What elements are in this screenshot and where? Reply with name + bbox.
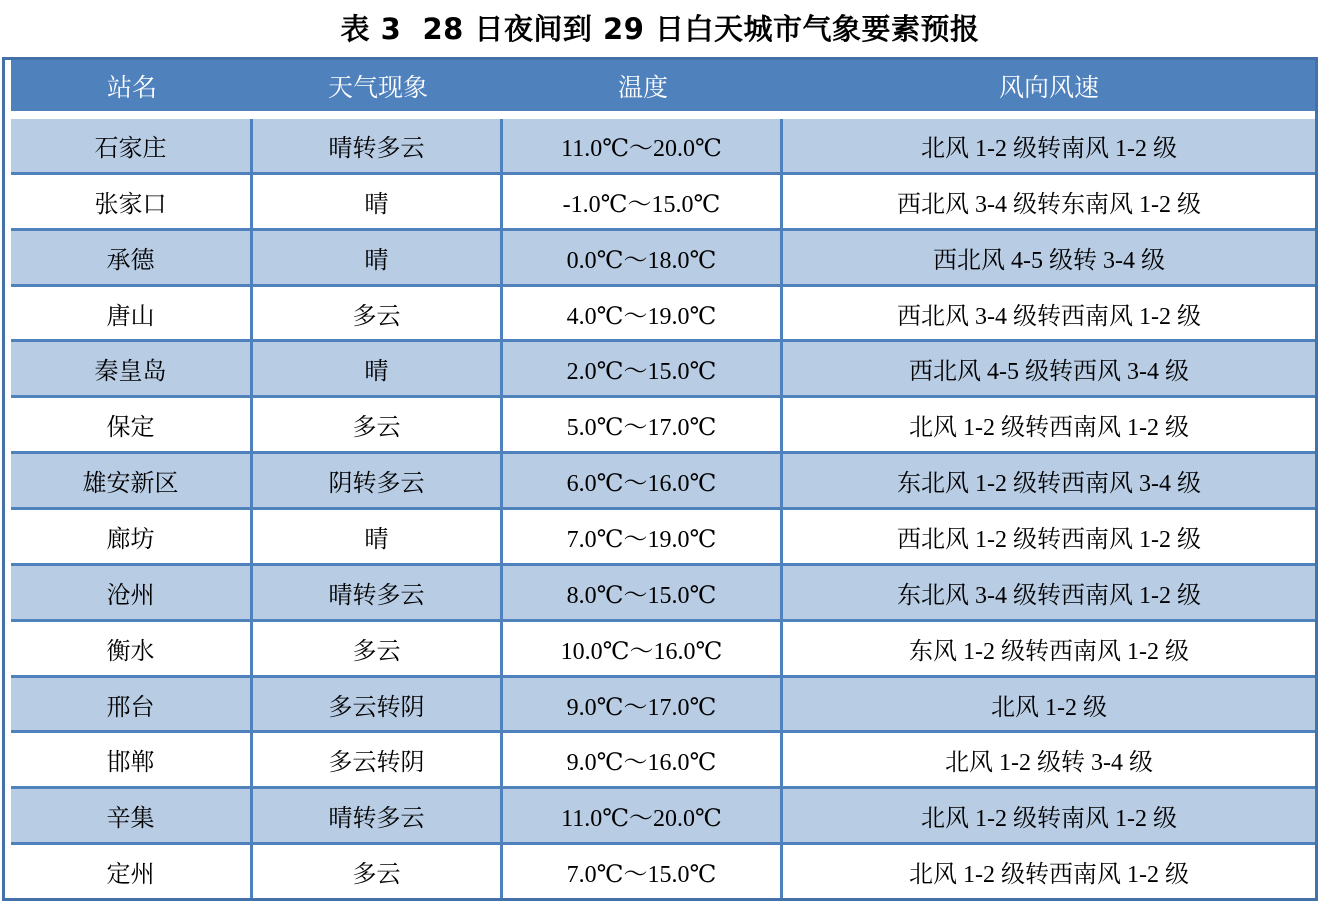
temperature-cell: 7.0℃～15.0℃	[503, 845, 783, 898]
station-cell: 承德	[11, 231, 253, 284]
table-header-row	[11, 60, 1315, 111]
column-header-temperature: 温度	[617, 74, 668, 102]
table-row	[11, 119, 1315, 175]
temperature-cell: 4.0℃～19.0℃	[503, 287, 783, 340]
temperature-cell: 11.0℃～20.0℃	[503, 119, 783, 172]
table-row	[11, 287, 1315, 343]
temperature-cell: -1.0℃～15.0℃	[503, 175, 783, 228]
weather-cell: 阴转多云	[253, 454, 503, 507]
weather-cell: 晴	[253, 231, 503, 284]
table-row	[11, 678, 1315, 734]
wind-cell: 北风 1-2 级转西南风 1-2 级	[909, 862, 1189, 889]
weather-cell: 晴转多云	[253, 789, 503, 842]
station-cell: 雄安新区	[11, 454, 253, 507]
weather-cell: 晴	[253, 175, 503, 228]
wind-cell: 西北风 1-2 级转西南风 1-2 级	[897, 526, 1201, 553]
wind-cell: 西北风 4-5 级转 3-4 级	[933, 247, 1165, 274]
station-cell: 定州	[11, 845, 253, 898]
weather-cell: 多云	[253, 398, 503, 451]
station-cell: 秦皇岛	[11, 342, 253, 395]
temperature-cell: 8.0℃～15.0℃	[503, 566, 783, 619]
station-cell: 衡水	[11, 622, 253, 675]
header-gap	[11, 111, 1315, 119]
wind-cell: 东风 1-2 级转西南风 1-2 级	[909, 638, 1189, 665]
temperature-cell: 5.0℃～17.0℃	[503, 398, 783, 451]
weather-cell: 多云	[253, 287, 503, 340]
column-header-station: 站名	[106, 74, 157, 102]
wind-cell: 北风 1-2 级	[991, 694, 1107, 721]
weather-cell: 多云转阴	[253, 733, 503, 786]
table-row	[11, 175, 1315, 231]
table-row	[11, 510, 1315, 566]
table-row	[11, 566, 1315, 622]
wind-cell: 北风 1-2 级转南风 1-2 级	[921, 135, 1177, 162]
table-row	[11, 398, 1315, 454]
wind-cell: 西北风 3-4 级转西南风 1-2 级	[897, 303, 1201, 330]
weather-cell: 多云	[253, 622, 503, 675]
wind-cell: 北风 1-2 级转西南风 1-2 级	[909, 415, 1189, 442]
table-row	[11, 845, 1315, 898]
weather-cell: 晴转多云	[253, 566, 503, 619]
temperature-cell: 11.0℃～20.0℃	[503, 789, 783, 842]
temperature-cell: 6.0℃～16.0℃	[503, 454, 783, 507]
wind-cell: 北风 1-2 级转南风 1-2 级	[921, 806, 1177, 833]
wind-cell: 西北风 4-5 级转西风 3-4 级	[909, 359, 1189, 386]
weather-cell: 多云	[253, 845, 503, 898]
station-cell: 石家庄	[11, 119, 253, 172]
table-row	[11, 342, 1315, 398]
station-cell: 沧州	[11, 566, 253, 619]
station-cell: 唐山	[11, 287, 253, 340]
wind-cell: 东北风 1-2 级转西南风 3-4 级	[897, 471, 1201, 498]
station-cell: 邢台	[11, 678, 253, 731]
station-cell: 邯郸	[11, 733, 253, 786]
station-cell: 辛集	[11, 789, 253, 842]
wind-cell: 北风 1-2 级转 3-4 级	[945, 750, 1153, 777]
station-cell: 保定	[11, 398, 253, 451]
weather-cell: 晴	[253, 510, 503, 563]
weather-cell: 晴	[253, 342, 503, 395]
table-body	[11, 119, 1315, 898]
temperature-cell: 10.0℃～16.0℃	[503, 622, 783, 675]
column-header-weather: 天气现象	[327, 74, 428, 102]
wind-cell: 东北风 3-4 级转西南风 1-2 级	[897, 582, 1201, 609]
wind-cell: 西北风 3-4 级转东南风 1-2 级	[897, 191, 1201, 218]
forecast-table	[2, 57, 1318, 901]
column-header-wind: 风向风速	[998, 74, 1099, 102]
station-cell: 张家口	[11, 175, 253, 228]
station-cell: 廊坊	[11, 510, 253, 563]
table-row	[11, 789, 1315, 845]
temperature-cell: 7.0℃～19.0℃	[503, 510, 783, 563]
weather-cell: 多云转阴	[253, 678, 503, 731]
temperature-cell: 9.0℃～17.0℃	[503, 678, 783, 731]
temperature-cell: 9.0℃～16.0℃	[503, 733, 783, 786]
table-row	[11, 454, 1315, 510]
table-row	[11, 733, 1315, 789]
weather-cell: 晴转多云	[253, 119, 503, 172]
table-row	[11, 622, 1315, 678]
table-row	[11, 231, 1315, 287]
table-caption: 表 3 28 日夜间到 29 日白天城市气象要素预报	[340, 12, 980, 46]
temperature-cell: 0.0℃～18.0℃	[503, 231, 783, 284]
temperature-cell: 2.0℃～15.0℃	[503, 342, 783, 395]
